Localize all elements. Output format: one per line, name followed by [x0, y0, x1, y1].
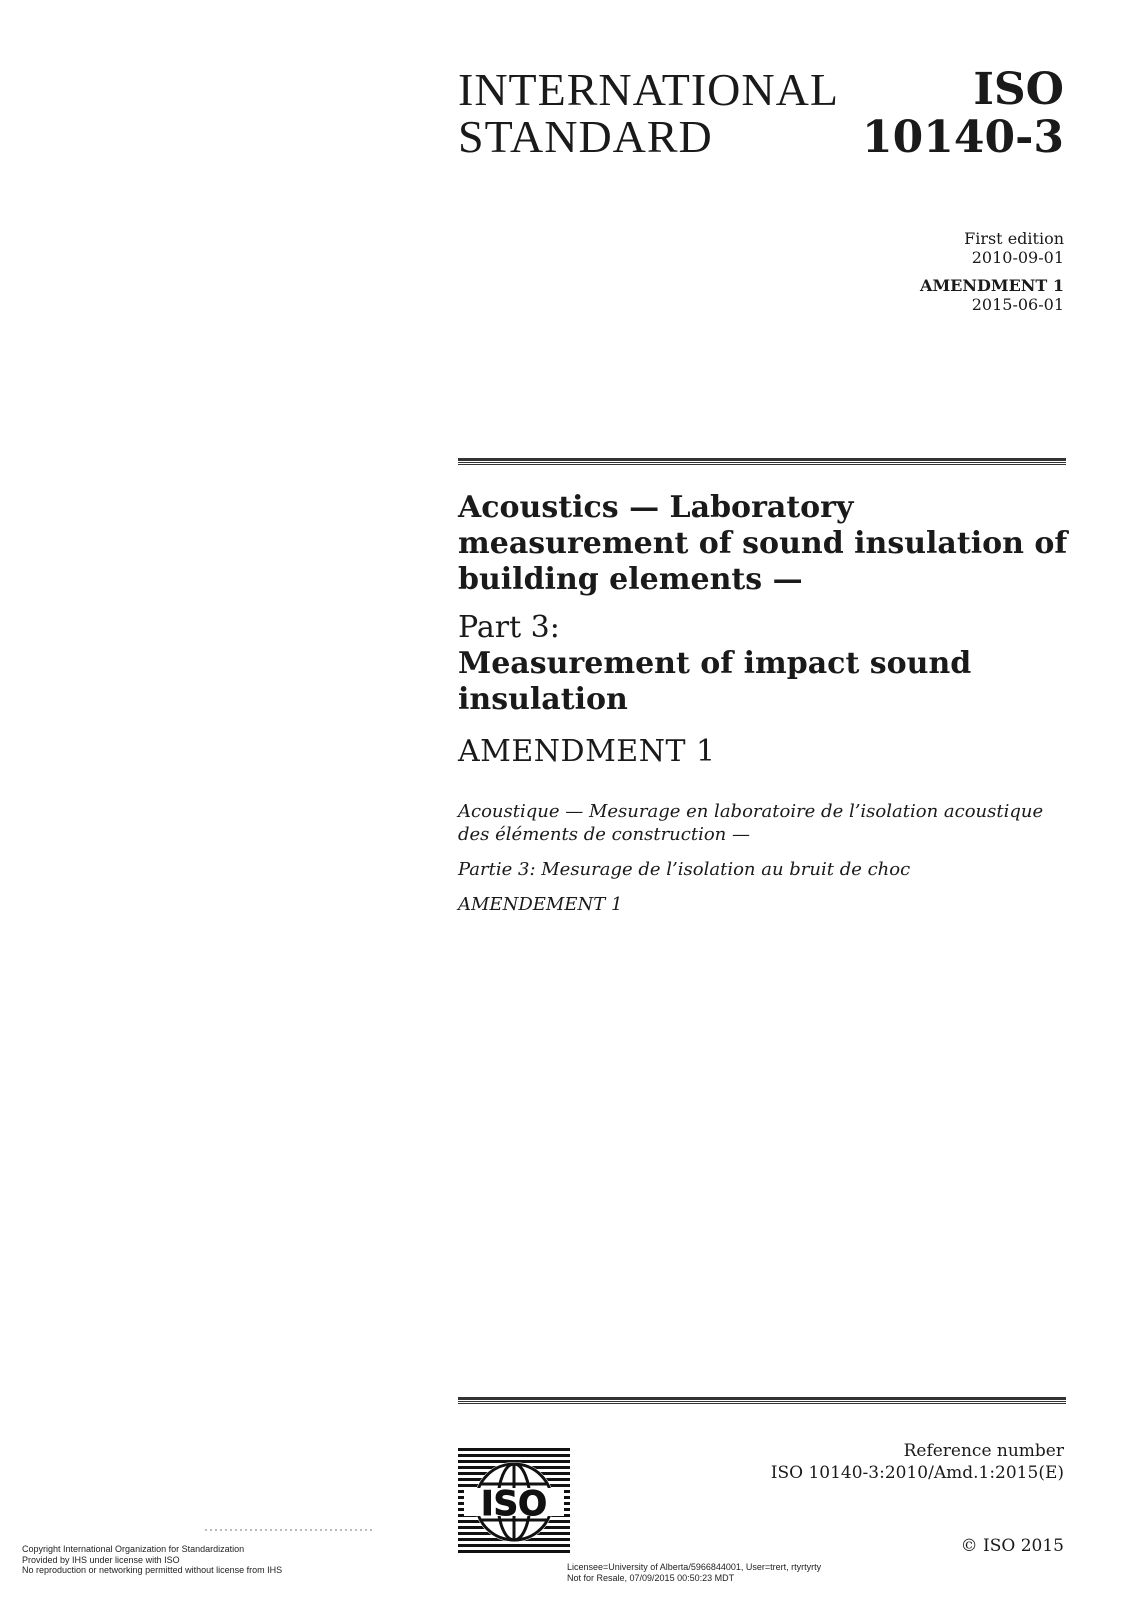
scan-artifact-dots [205, 1529, 375, 1531]
iso-logo-text: ISO [480, 1484, 548, 1524]
french-title-block [458, 800, 1078, 928]
footer-license-notice [22, 1544, 282, 1576]
part-title-line-1: Measurement of impact sound [458, 646, 972, 681]
french-amendment: AMENDEMENT 1 [458, 894, 623, 915]
footer-left-line-2: Provided by IHS under license with ISO [22, 1554, 180, 1565]
main-title-line-2: measurement of sound insulation of [458, 526, 1068, 561]
iso-logo-icon [458, 1448, 570, 1556]
main-title-line-1: Acoustics — Laboratory [458, 490, 854, 525]
french-part-title: Partie 3: Mesurage de l’isolation au bruit de choc [458, 859, 911, 880]
footer-mid-line-1: Licensee=University of Alberta/5966844001, User=trert, rtyrtyrty [567, 1562, 822, 1572]
title-block [458, 490, 1068, 770]
amendment-date: 2015-06-01 [971, 295, 1064, 314]
main-title [458, 490, 1068, 598]
footer-left-line-1: Copyright International Organization for Standardization [22, 1544, 245, 1554]
french-main-title: Acoustique — Mesurage en laboratoire de l’isolation acoustique des éléments de construction — [458, 801, 1044, 845]
document-number [862, 66, 1064, 162]
document-type-line-1: INTERNATIONAL [458, 64, 839, 115]
reference-number: ISO 10140-3:2010/Amd.1:2015(E) [770, 1463, 1064, 1483]
document-type-line-2: STANDARD [458, 111, 713, 162]
copyright-notice: © ISO 2015 [960, 1536, 1064, 1556]
reference-block [771, 1440, 1064, 1484]
reference-label: Reference number [903, 1441, 1064, 1461]
title-divider-top [458, 458, 1066, 465]
main-title-line-3: building elements — [458, 562, 803, 597]
amendment-heading: AMENDMENT 1 [458, 734, 716, 769]
amendment-label: AMENDMENT 1 [920, 276, 1064, 295]
edition-info [920, 229, 1064, 314]
footer-licensee-info [567, 1562, 821, 1583]
document-number-line-2: 10140-3 [862, 112, 1064, 163]
document-type [458, 66, 838, 160]
footer-mid-line-2: Not for Resale, 07/09/2015 00:50:23 MDT [567, 1572, 735, 1583]
part-title [458, 646, 1068, 718]
footer-left-line-3: No reproduction or networking permitted without license from IHS [22, 1565, 283, 1575]
document-number-line-1: ISO [973, 64, 1064, 115]
footer-divider [458, 1397, 1066, 1404]
edition-date: 2010-09-01 [971, 248, 1064, 267]
part-title-line-2: insulation [458, 682, 628, 717]
edition-label: First edition [964, 229, 1064, 248]
part-label: Part 3: [458, 610, 560, 645]
